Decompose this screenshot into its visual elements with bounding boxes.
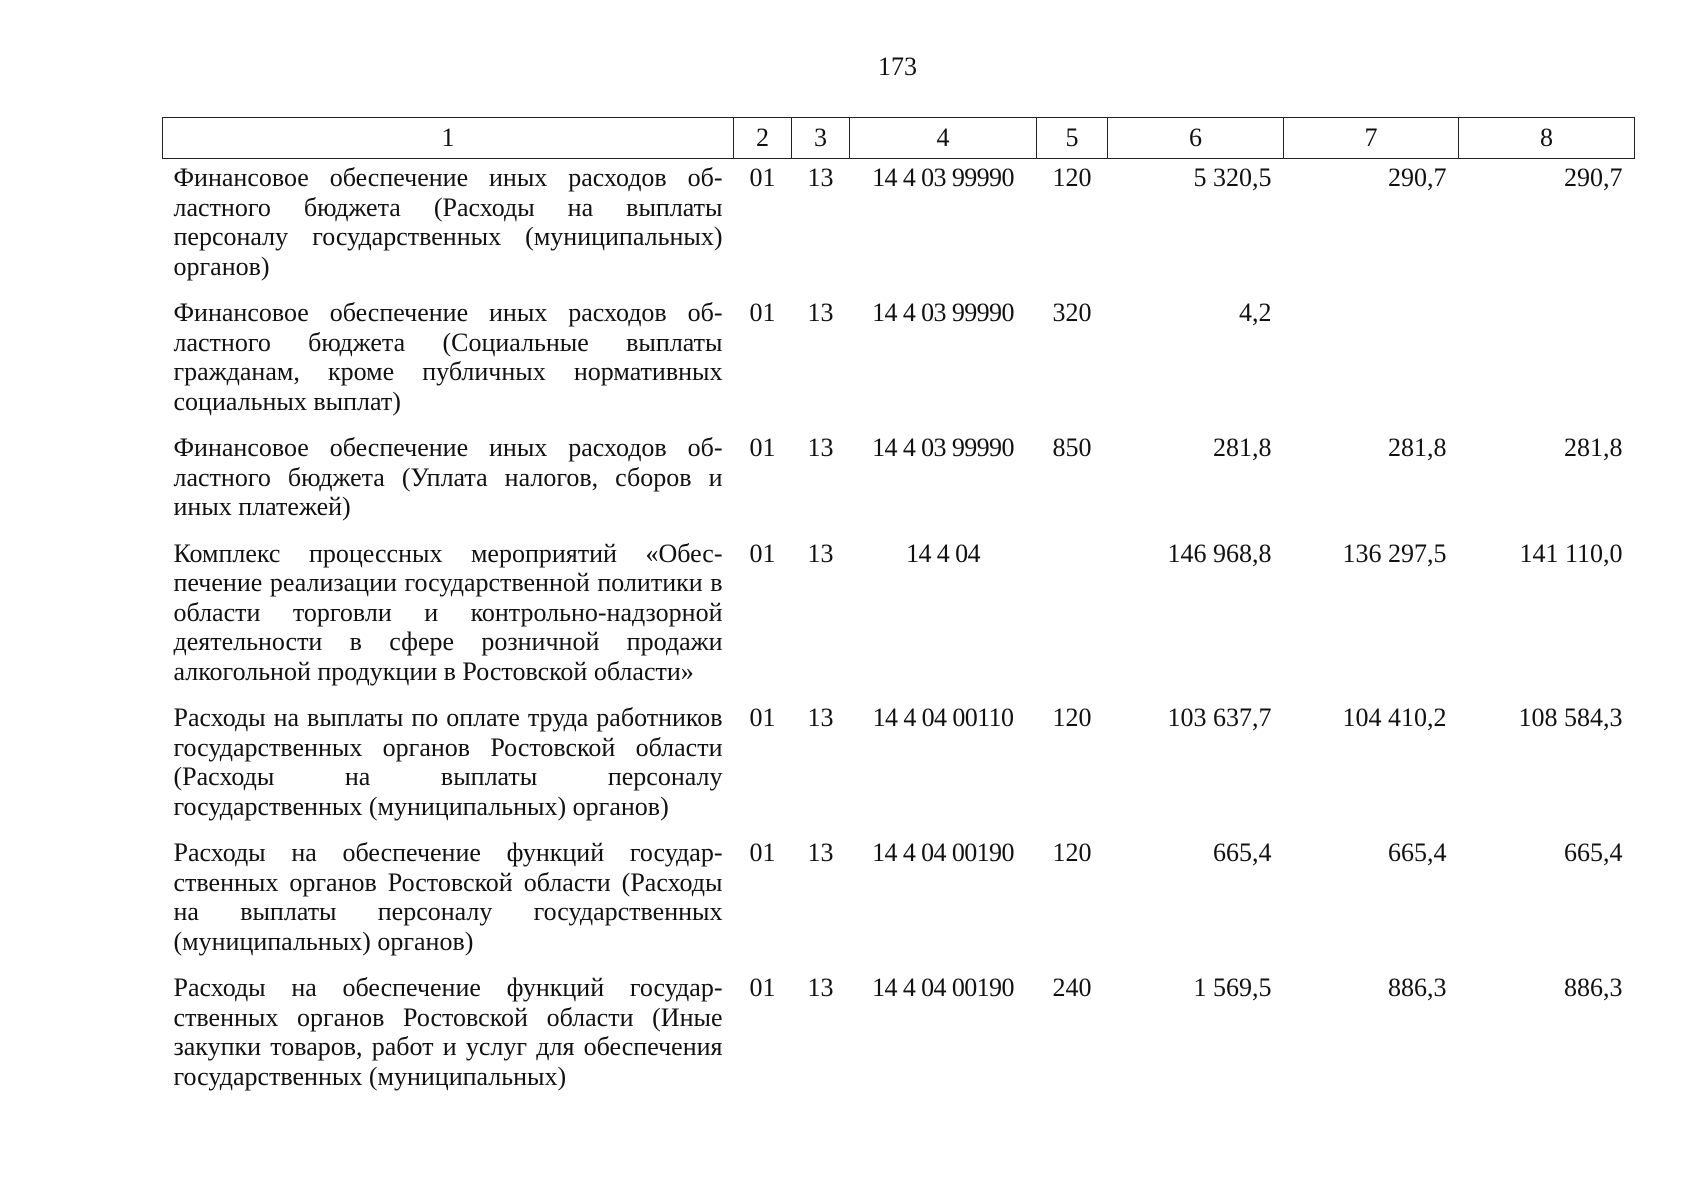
row-expense-type: 120 (1052, 838, 1092, 867)
row-amount-1: 103 637,7 (1167, 703, 1272, 732)
row-target-article: 14 4 03 99990 (872, 433, 1014, 462)
row-section: 01 (749, 538, 776, 568)
table-row (163, 159, 1635, 295)
row-amount-1: 4,2 (1239, 298, 1272, 327)
row-section: 01 (749, 838, 776, 867)
header-cell-4: 4 (850, 118, 1037, 159)
row-amount-1: 1 569,5 (1193, 973, 1272, 1002)
header-cell-3: 3 (792, 118, 850, 159)
row-subsection: 13 (807, 163, 834, 192)
page-number: 173 (878, 52, 917, 81)
row-amount-3: 665,4 (1564, 838, 1623, 867)
header-cell-2: 2 (734, 118, 792, 159)
row-expense-type (1037, 535, 1108, 700)
row-amount-2: 281,8 (1388, 433, 1447, 462)
row-amount-2: 104 410,2 (1342, 703, 1447, 732)
row-target-article: 14 4 03 99990 (872, 298, 1014, 327)
row-amount-2: 136 297,5 (1342, 538, 1447, 568)
row-target-article: 14 4 03 99990 (872, 163, 1014, 192)
row-expense-type: 120 (1052, 703, 1092, 732)
table-row (163, 699, 1635, 834)
header-cell-8: 8 (1459, 118, 1635, 159)
row-subsection: 13 (807, 433, 834, 462)
row-amount-1: 665,4 (1213, 838, 1272, 867)
row-target-article: 14 4 04 00190 (872, 838, 1014, 867)
row-section: 01 (749, 163, 776, 192)
row-section: 01 (749, 973, 776, 1002)
row-name: Расходы на обеспечение функций государственных органов Ростовской области (Расходы на выплаты персоналу государственных (муниципальных) органов) (173, 838, 723, 956)
row-amount-3: 290,7 (1564, 163, 1623, 192)
header-cell-5: 5 (1037, 118, 1108, 159)
row-amount-2: 290,7 (1388, 163, 1447, 192)
row-amount-3: 886,3 (1564, 973, 1623, 1002)
table-row (163, 429, 1635, 535)
row-subsection: 13 (807, 838, 834, 867)
row-subsection: 13 (807, 538, 834, 568)
row-subsection: 13 (807, 973, 834, 1002)
row-name: Финансовое обеспечение иных расходов областного бюджета (Уплата налогов, сборов и иных платежей) (173, 433, 723, 521)
table-row (163, 535, 1635, 700)
row-name: Финансовое обеспечение иных расходов областного бюджета (Расходы на выплаты персоналу государственных (муниципальных) органов) (173, 163, 723, 281)
row-amount-2: 665,4 (1388, 838, 1447, 867)
row-section: 01 (749, 433, 776, 462)
row-amount-3 (1459, 294, 1635, 429)
row-target-article: 14 4 04 (906, 538, 980, 568)
header-cell-6: 6 (1108, 118, 1284, 159)
table-row (163, 969, 1635, 1104)
header-cell-7: 7 (1284, 118, 1459, 159)
header-row (163, 118, 1635, 159)
row-expense-type: 320 (1052, 298, 1092, 327)
row-amount-2 (1284, 294, 1459, 429)
row-target-article: 14 4 04 00110 (872, 703, 1014, 732)
budget-table (162, 117, 1635, 1104)
row-expense-type: 240 (1052, 973, 1092, 1002)
row-name: Комплекс процессных мероприятий «Обеспечение реализации государственной политики в области торговли и контрольно-надзорной деятельности в сфере розничной продажи алкогольной продукции в Ростовской области» (173, 538, 723, 686)
row-amount-1: 5 320,5 (1193, 163, 1272, 192)
row-subsection: 13 (807, 703, 834, 732)
row-amount-1: 146 968,8 (1167, 538, 1272, 568)
row-subsection: 13 (807, 298, 834, 327)
row-name: Финансовое обеспечение иных расходов областного бюджета (Социальные выплаты гражданам, кроме публичных нормативных социальных выплат) (173, 298, 723, 416)
row-section: 01 (749, 298, 776, 327)
row-amount-1: 281,8 (1213, 433, 1272, 462)
row-target-article: 14 4 04 00190 (872, 973, 1014, 1002)
table-row (163, 294, 1635, 429)
table-row (163, 834, 1635, 969)
row-amount-3: 108 584,3 (1518, 703, 1623, 732)
header-cell-1: 1 (163, 118, 734, 159)
row-amount-2: 886,3 (1388, 973, 1447, 1002)
row-section: 01 (749, 703, 776, 732)
row-name: Расходы на выплаты по оплате труда работников государственных органов Ростовской области (Расходы на выплаты персоналу государственных (муниципальных) органов) (173, 703, 723, 821)
row-amount-3: 141 110,0 (1519, 538, 1623, 568)
row-expense-type: 850 (1052, 433, 1092, 462)
row-expense-type: 120 (1052, 163, 1092, 192)
row-amount-3: 281,8 (1564, 433, 1623, 462)
row-name: Расходы на обеспечение функций государственных органов Ростовской области (Иные закупки товаров, работ и услуг для обеспечения государственных (муниципальных) (173, 973, 723, 1091)
